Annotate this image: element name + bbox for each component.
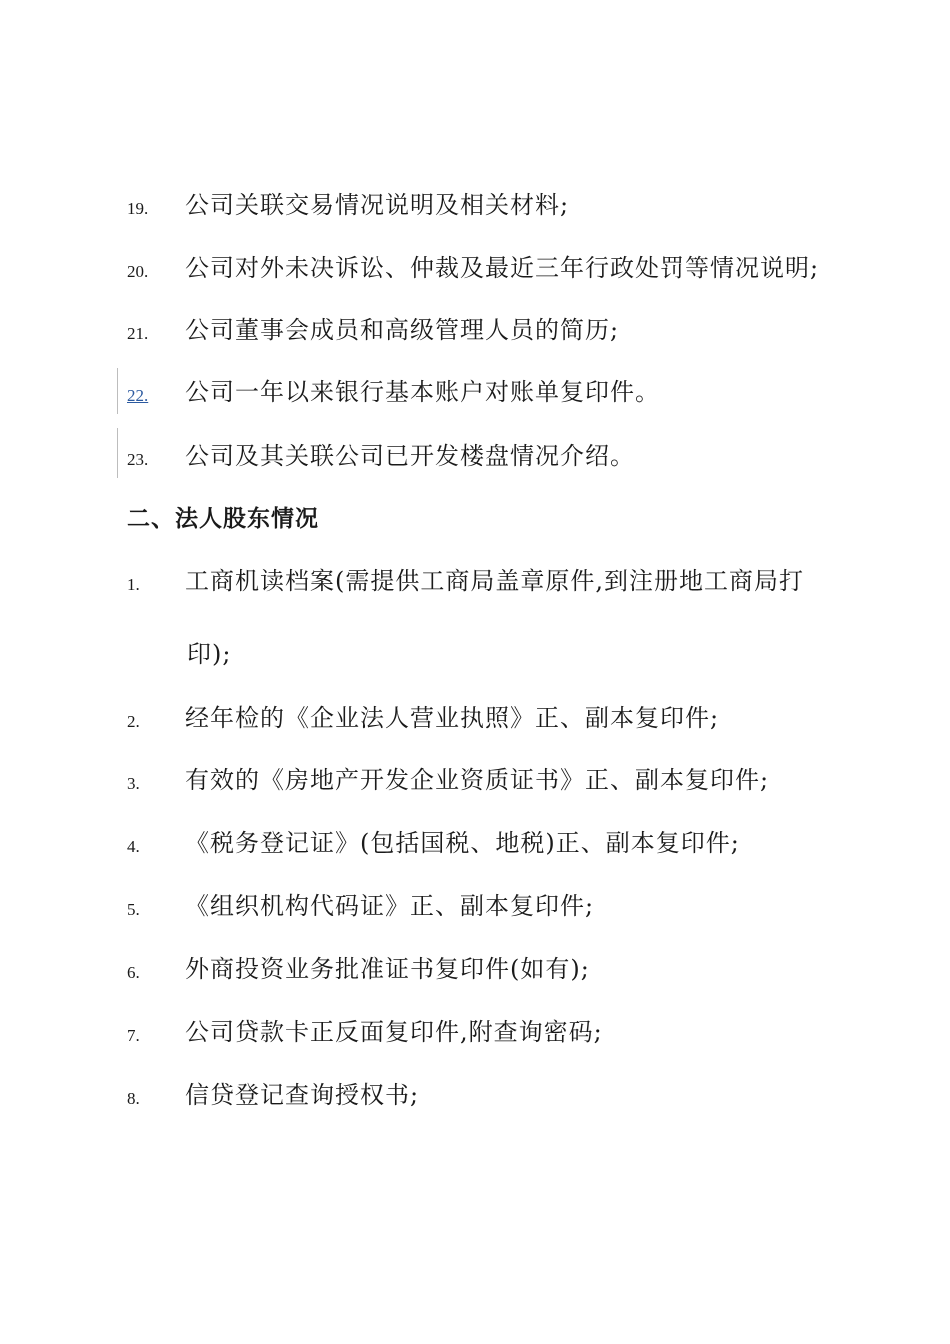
list-item-text: 有效的《房地产开发企业资质证书》正、副本复印件;	[185, 766, 770, 794]
list-item-number: 23.	[127, 450, 149, 469]
list-item	[0, 949, 950, 989]
list-item	[0, 1012, 950, 1052]
list-item-number: 3.	[127, 774, 140, 793]
list-item	[0, 561, 950, 601]
list-item-text-continuation: 印);	[187, 640, 232, 668]
list-item-text: 经年检的《企业法人营业执照》正、副本复印件;	[185, 704, 720, 732]
list-item-text: 公司对外未决诉讼、仲裁及最近三年行政处罚等情况说明;	[185, 254, 820, 282]
list-item	[0, 760, 950, 800]
list-item-number: 1.	[127, 575, 140, 594]
list-item-text: 公司董事会成员和高级管理人员的简历;	[185, 316, 620, 344]
list-item-text: 公司关联交易情况说明及相关材料;	[185, 191, 570, 219]
list-item-number: 6.	[127, 963, 140, 982]
list-item-text: 公司一年以来银行基本账户对账单复印件。	[185, 378, 660, 406]
list-item-text: 公司及其关联公司已开发楼盘情况介绍。	[185, 442, 635, 470]
list-item-text: 工商机读档案(需提供工商局盖章原件,到注册地工商局打	[185, 567, 804, 595]
list-item-text: 公司贷款卡正反面复印件,附查询密码;	[185, 1018, 603, 1046]
list-item-text: 信贷登记查询授权书;	[185, 1081, 420, 1109]
list-item-number: 20.	[127, 262, 149, 281]
list-item	[0, 248, 950, 288]
list-item-number: 2.	[127, 712, 140, 731]
list-item-number-link[interactable]	[127, 386, 178, 406]
list-item-text: 《税务登记证》(包括国税、地税)正、副本复印件;	[185, 829, 740, 857]
list-item	[0, 185, 950, 225]
list-item-number: 21.	[127, 324, 149, 343]
section-heading: 二、法人股东情况	[127, 506, 319, 532]
list-item	[0, 698, 950, 738]
list-item-text: 《组织机构代码证》正、副本复印件;	[185, 892, 595, 920]
list-item	[0, 886, 950, 926]
list-item	[0, 823, 950, 863]
list-item-number: 4.	[127, 837, 140, 856]
list-item	[0, 1075, 950, 1115]
list-item-number: 22.	[127, 386, 149, 405]
list-item-number: 8.	[127, 1089, 140, 1108]
list-item-text: 外商投资业务批准证书复印件(如有);	[185, 955, 590, 983]
list-item-number: 7.	[127, 1026, 140, 1045]
list-item-continuation	[0, 634, 950, 674]
list-item	[0, 436, 950, 476]
list-item	[0, 372, 950, 412]
list-item-number: 5.	[127, 900, 140, 919]
list-item	[0, 310, 950, 350]
list-item-number: 19.	[127, 199, 149, 218]
